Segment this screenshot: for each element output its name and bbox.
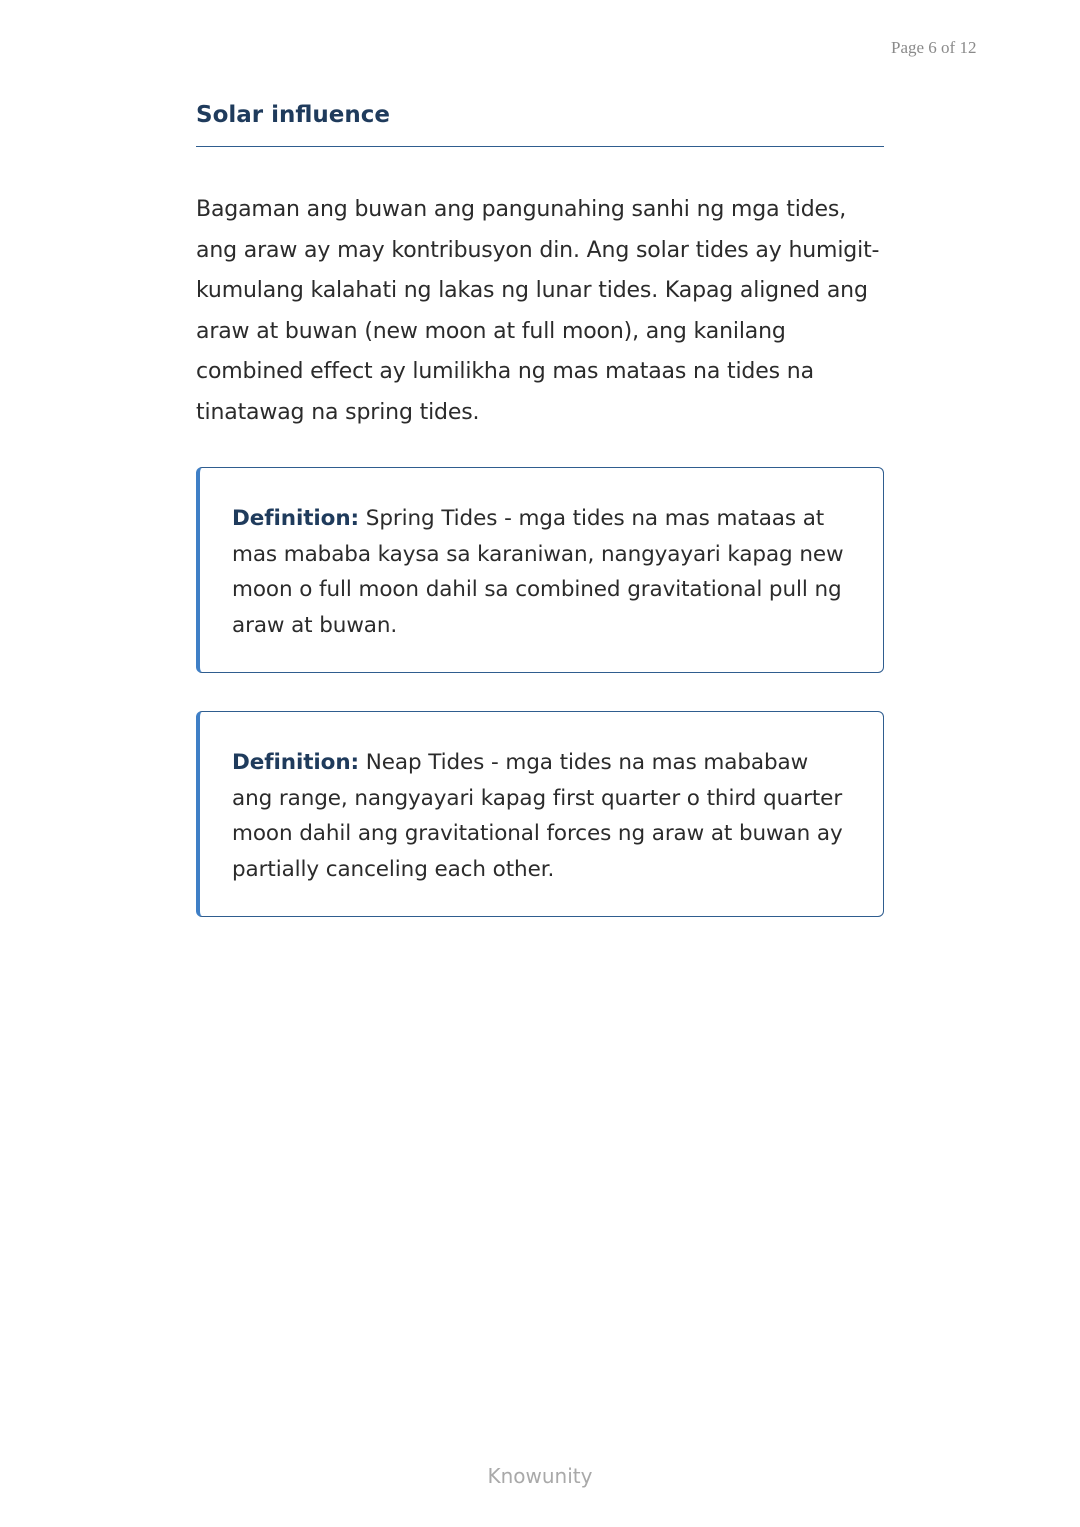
definition-text: Spring Tides - mga tides na mas mataas at mas mababa kaysa sa karaniwan, nangyayari kapag new moon o full moon dahil sa combined gravitational pull ng araw at buwan. [232,506,844,638]
section-body-paragraph: Bagaman ang buwan ang pangunahing sanhi ng mga tides, ang araw ay may kontribusyon din. Ang solar tides ay humigit-kumulang kalahati ng lakas ng lunar tides. Kapag aligned ang araw at buwan (new moon at full moon), ang kanilang combined effect ay lumilikha ng mas mataas na tides na tinatawag na spring tides. [196,197,880,425]
page-number: Page 6 of 12 [891,38,977,57]
title-divider [196,146,884,147]
section-title: Solar influence [196,102,391,128]
definition-box-spring-tides [196,467,884,673]
definition-box-neap-tides [196,711,884,917]
definition-text: Neap Tides - mga tides na mas mababaw ang range, nangyayari kapag first quarter o third quarter moon dahil ang gravitational forces ng araw at buwan ay partially canceling each other. [232,750,843,882]
footer-brand: Knowunity [487,1464,593,1488]
definition-label: Definition: [232,750,360,775]
definition-label: Definition: [232,506,360,531]
section-solar-influence [196,96,884,434]
